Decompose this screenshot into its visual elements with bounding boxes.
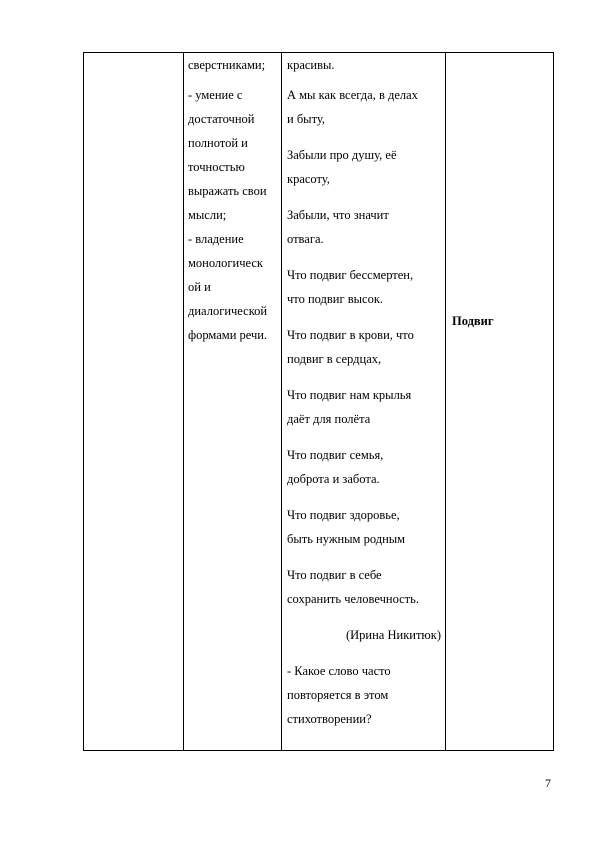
- poem-stanza: [287, 443, 443, 491]
- poem-stanza: [287, 323, 443, 371]
- text-line: подвиг в сердцах,: [287, 352, 382, 366]
- text-line: - Какое слово часто: [287, 664, 391, 678]
- poem-stanza: [287, 503, 443, 551]
- text-line: красоту,: [287, 172, 330, 186]
- answer-cell: [446, 53, 554, 750]
- column-divider: [183, 53, 184, 750]
- text-line: выражать свои: [188, 184, 267, 198]
- poem-stanza: [287, 53, 443, 77]
- poem-stanza: [287, 203, 443, 251]
- poem-stanza: [287, 83, 443, 131]
- skills-item: [188, 83, 280, 227]
- poem-stanza: [287, 263, 443, 311]
- text-line: Забыли про душу, её: [287, 148, 397, 162]
- text-line: что подвиг высок.: [287, 292, 384, 306]
- text-line: даёт для полёта: [287, 412, 371, 426]
- lesson-table: [83, 52, 554, 751]
- teacher-question: [287, 659, 443, 731]
- text-line: монологическ: [188, 256, 264, 270]
- text-line: Что подвиг бессмертен,: [287, 268, 414, 282]
- text-line: Что подвиг нам крылья: [287, 388, 412, 402]
- text-line: красивы.: [287, 58, 335, 72]
- poem-stanza: [287, 563, 443, 611]
- text-line: А мы как всегда, в делах: [287, 88, 418, 102]
- text-line: формами речи.: [188, 328, 268, 342]
- text-line: и быту,: [287, 112, 325, 126]
- author-name: (Ирина Никитюк): [345, 628, 441, 642]
- text-line: отвага.: [287, 232, 324, 246]
- text-line: диалогической: [188, 304, 268, 318]
- text-line: точностью: [188, 160, 245, 174]
- text-line: мысли;: [188, 208, 227, 222]
- poem-cell: [287, 53, 443, 750]
- column-divider: [281, 53, 282, 750]
- skills-item: [188, 53, 280, 77]
- text-line: быть нужным родным: [287, 532, 406, 546]
- text-line: доброта и забота.: [287, 472, 380, 486]
- text-line: Забыли, что значит: [287, 208, 389, 222]
- text-line: полнотой и: [188, 136, 248, 150]
- text-line: сохранить человечность.: [287, 592, 419, 606]
- text-line: Что подвиг в крови, что: [287, 328, 414, 342]
- text-line: Что подвиг семья,: [287, 448, 384, 462]
- text-line: Что подвиг в себе: [287, 568, 382, 582]
- text-line: ой и: [188, 280, 211, 294]
- text-line: повторяется в этом: [287, 688, 389, 702]
- text-line: Что подвиг здоровье,: [287, 508, 400, 522]
- text-line: - умение с: [188, 88, 243, 102]
- skills-cell: [188, 53, 280, 750]
- poem-stanza: [287, 383, 443, 431]
- poem-author: [287, 623, 443, 647]
- text-line: стихотворении?: [287, 712, 372, 726]
- text-line: - владение: [188, 232, 244, 246]
- page-number: 7: [545, 776, 551, 790]
- text-line: достаточной: [188, 112, 255, 126]
- skills-item: [188, 227, 280, 347]
- poem-stanza: [287, 143, 443, 191]
- answer-word: Подвиг: [452, 314, 494, 328]
- text-line: сверстниками;: [188, 58, 266, 72]
